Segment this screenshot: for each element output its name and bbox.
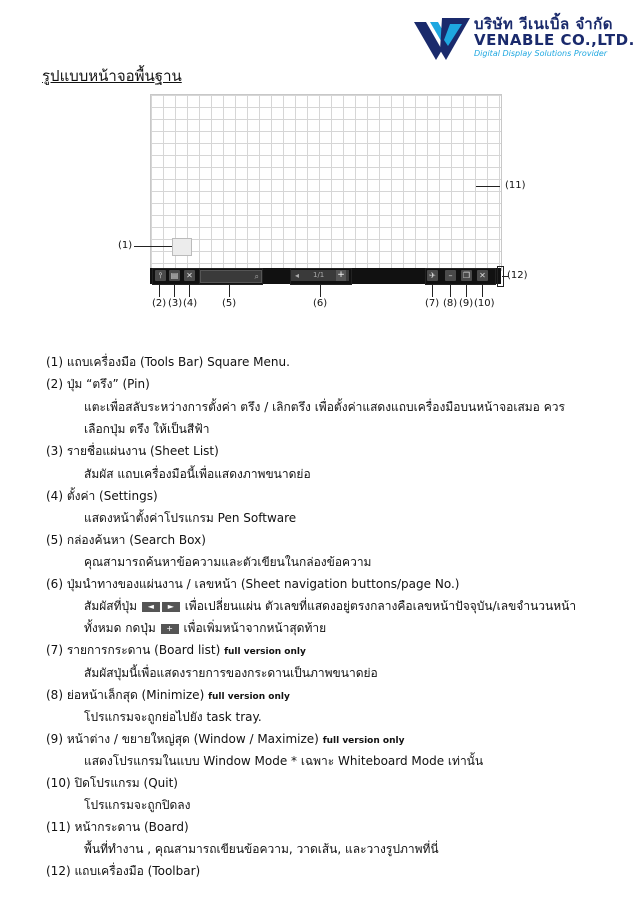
full-version-note: full version only [322, 736, 405, 746]
company-name-english: VENABLE CO.,LTD. [474, 31, 635, 49]
search-icon: ⌕ [254, 272, 259, 281]
item-1-heading: (1) แถบเครื่องมือ (Tools Bar) Square Menu. [46, 355, 290, 369]
item-9-desc: แสดงโปรแกรมในแบบ Window Mode * เฉพาะ Whiteboard Mode เท่านั้น [84, 754, 484, 768]
callout-line-1 [134, 246, 172, 247]
full-version-note: full version only [224, 647, 306, 657]
add-button-icon: + [161, 624, 179, 634]
callout-label-6: (6) [313, 298, 328, 309]
close-icon: ✕ [477, 270, 488, 281]
prev-page-icon: ◂ [295, 271, 300, 280]
settings-icon: ✕ [184, 270, 195, 281]
board-list-icon: ✈ [427, 270, 438, 281]
sheet-list-icon: ▤ [170, 271, 179, 280]
callout-line-3 [174, 284, 175, 297]
prev-button-icon: ◄ [142, 602, 160, 612]
callout-label-4: (4) [183, 298, 198, 309]
callout-label-7: (7) [425, 298, 440, 309]
item-7-desc: สัมผัสปุ่มนี้เพื่อแสดงรายการของกระดานเป็นภาพขนาดย่อ [84, 666, 378, 680]
pin-icon: ⫯ [155, 270, 166, 281]
callout-label-2: (2) [152, 298, 167, 309]
company-name-thai: บริษัท วีเนเบิ้ล จำกัด [474, 15, 613, 33]
callout-line-8 [450, 284, 451, 297]
item-6-desc-line2 [84, 619, 326, 638]
item-6-desc-line1-a: สัมผัสที่ปุ่ม [84, 599, 138, 613]
callout-line-7 [432, 284, 433, 297]
callout-label-9: (9) [459, 298, 474, 309]
item-6-desc-line1 [84, 597, 576, 616]
item-5-desc: คุณสามารถค้นหาข้อความและตัวเขียนในกล่องข้อความ [84, 555, 372, 569]
callout-line-5 [229, 284, 230, 297]
callout-line-4 [189, 284, 190, 297]
item-6-desc-line2-a: ทั้งหมด กดปุ่ม [84, 621, 156, 635]
item-6-desc-line2-b: เพื่อเพิ่มหน้าจากหน้าสุดท้าย [183, 621, 327, 635]
item-3-heading: (3) รายชื่อแผ่นงาน (Sheet List) [46, 444, 219, 458]
add-page-icon: + [337, 270, 345, 280]
callout-line-9 [466, 284, 467, 297]
highlight-right-buttons [425, 268, 496, 285]
item-2-desc-line2: เลือกปุ่ม ตรึง ให้เป็นสีฟ้า [84, 422, 210, 436]
item-5-heading: (5) กล่องค้นหา (Search Box) [46, 533, 206, 547]
callout-label-12: (12) [507, 270, 528, 281]
item-9-heading-text: (9) หน้าต่าง / ขยายใหญ่สุด (Window / Maximize) [46, 732, 319, 746]
callout-line-2 [159, 284, 160, 297]
venable-logo-icon [412, 16, 472, 62]
highlight-search-box [199, 268, 263, 285]
callout-line-6 [320, 284, 321, 297]
whiteboard-grid [150, 94, 502, 271]
item-6-desc-line1-b: เพื่อเปลี่ยนแผ่น ตัวเลขที่แสดงอยู่ตรงกลางคือเลขหน้าปัจจุบัน/เลขจำนวนหน้า [184, 599, 577, 613]
item-2-desc-line1: แตะเพื่อสลับระหว่างการตั้งค่า ตรึง / เลิกตรึง เพื่อตั้งค่าแสดงแถบเครื่องมือบนหน้าจอเสมอ ควร [84, 400, 565, 414]
callout-label-11: (11) [505, 180, 526, 191]
item-9-heading [46, 730, 404, 749]
item-11-desc: พื้นที่ทำงาน , คุณสามารถเขียนข้อความ, วาดเส้น, และวางรูปภาพที่นี่ [84, 842, 439, 856]
window-icon: ❐ [462, 271, 471, 280]
item-8-heading [46, 686, 290, 705]
callout-line-10 [482, 284, 483, 297]
next-button-icon: ► [162, 602, 180, 612]
item-12-heading: (12) แถบเครื่องมือ (Toolbar) [46, 864, 201, 878]
item-10-desc: โปรแกรมจะถูกปิดลง [84, 798, 191, 812]
full-version-note: full version only [208, 692, 290, 702]
item-6-heading: (6) ปุ่มนำทางของแผ่นงาน / เลขหน้า (Sheet navigation buttons/page No.) [46, 577, 460, 591]
callout-label-10: (10) [474, 298, 495, 309]
callout-label-3: (3) [168, 298, 183, 309]
square-menu-icon [172, 238, 192, 256]
item-8-desc: โปรแกรมจะถูกย่อไปยัง task tray. [84, 710, 262, 724]
item-11-heading: (11) หน้ากระดาน (Board) [46, 820, 189, 834]
page-number: 1/1 [313, 271, 325, 279]
callout-label-5: (5) [222, 298, 237, 309]
page-title: รูปแบบหน้าจอพื้นฐาน [42, 67, 182, 85]
item-7-heading [46, 641, 306, 660]
callout-label-1: (1) [118, 240, 133, 251]
item-4-heading: (4) ตั้งค่า (Settings) [46, 489, 158, 503]
highlight-navigation [290, 268, 352, 285]
item-10-heading: (10) ปิดโปรแกรม (Quit) [46, 776, 178, 790]
item-2-heading: (2) ปุ่ม “ตรึง” (Pin) [46, 377, 150, 391]
item-8-heading-text: (8) ย่อหน้าเล็กสุด (Minimize) [46, 688, 205, 702]
minimize-icon: – [445, 270, 456, 281]
highlight-left-buttons [152, 268, 200, 285]
item-3-desc: สัมผัส แถบเครื่องมือนี้เพื่อแสดงภาพขนาดย่อ [84, 467, 311, 481]
callout-label-8: (8) [443, 298, 458, 309]
callout-line-11 [476, 186, 500, 187]
company-tagline: Digital Display Solutions Provider [474, 49, 608, 58]
item-4-desc: แสดงหน้าตั้งค่าโปรแกรม Pen Software [84, 511, 297, 525]
item-7-heading-text: (7) รายการกระดาน (Board list) [46, 643, 221, 657]
